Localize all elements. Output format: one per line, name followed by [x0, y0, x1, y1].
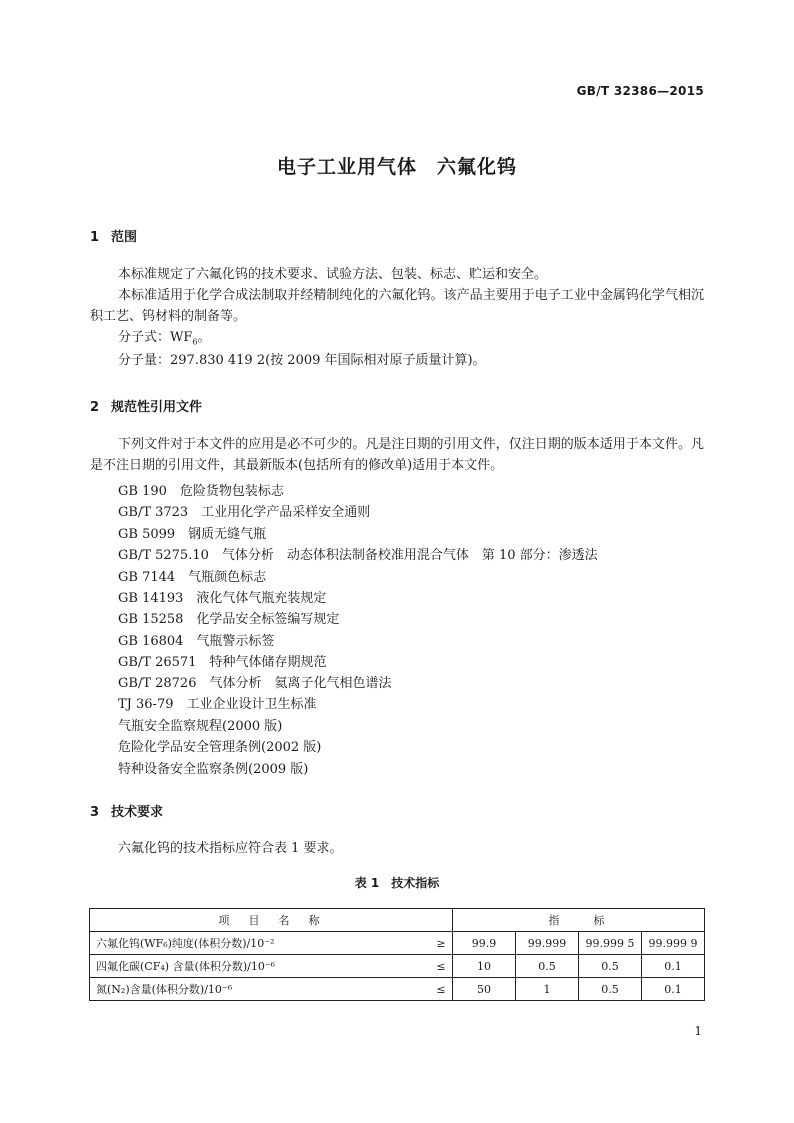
- section-number: 3: [90, 805, 100, 820]
- row-value: 0.5: [579, 978, 642, 1001]
- formula-subscript: 6: [192, 337, 198, 347]
- reference-item: 气瓶安全监察规程(2000 版): [118, 719, 283, 734]
- section-title: 规范性引用文件: [111, 400, 203, 415]
- section-number: 2: [90, 400, 100, 415]
- reference-item: TJ 36-79 工业企业设计卫生标准: [118, 697, 317, 712]
- formula-prefix: 分子式：WF: [118, 330, 193, 345]
- technical-specs-table: [89, 908, 705, 1001]
- table-row: [90, 932, 705, 955]
- scope-molecular-formula: [118, 327, 211, 353]
- row-value: 1: [516, 978, 579, 1001]
- scope-molecular-weight: 分子量：297.830 419 2(按 2009 年国际相对原子质量计算)。: [118, 353, 486, 368]
- section-heading-references: [90, 396, 202, 415]
- reference-item: GB 14193 液化气体气瓶充装规定: [118, 591, 327, 606]
- document-title: 电子工业用气体 六氟化钨: [276, 156, 517, 178]
- table-row: [90, 978, 705, 1001]
- page-number: 1: [694, 1024, 702, 1038]
- reference-item: GB 7144 气瓶颜色标志: [118, 570, 267, 585]
- scope-paragraph-1: 本标准规定了六氟化钨的技术要求、试验方法、包装、标志、贮运和安全。: [118, 267, 548, 282]
- row-comparison-symbol: ≥: [430, 932, 453, 955]
- table-header-row: [90, 909, 705, 932]
- row-value: 99.9: [453, 932, 516, 955]
- row-value: 99.999: [516, 932, 579, 955]
- reference-item: GB/T 3723 工业用化学产品采样安全通则: [118, 505, 371, 520]
- formula-suffix: 。: [197, 330, 211, 345]
- row-value: 0.1: [642, 955, 705, 978]
- section-heading-scope: [90, 226, 137, 245]
- row-comparison-symbol: ≤: [430, 955, 453, 978]
- row-value: 10: [453, 955, 516, 978]
- reference-item: 危险化学品安全管理条例(2002 版): [118, 740, 322, 755]
- row-value: 0.5: [579, 955, 642, 978]
- reference-item: GB/T 5275.10 气体分析 动态体积法制备校准用混合气体 第 10 部分：渗透法: [118, 548, 598, 563]
- row-value: 99.999 5: [579, 932, 642, 955]
- references-intro: 下列文件对于本文件的应用是必不可少的。凡是注日期的引用文件，仅注日期的版本适用于本文件。凡是不注日期的引用文件，其最新版本(包括所有的修改单)适用于本文件。: [90, 437, 704, 473]
- table-header-item: 项 目 名 称: [90, 909, 453, 932]
- reference-item: GB/T 26571 特种气体储存期规范: [118, 655, 327, 670]
- row-item-label: 氮(N₂)含量(体积分数)/10⁻⁶: [90, 978, 431, 1001]
- table-caption: 表 1 技术指标: [354, 876, 440, 890]
- row-value: 0.5: [516, 955, 579, 978]
- reference-item: GB 5099 钢质无缝气瓶: [118, 527, 267, 542]
- section-number: 1: [90, 230, 100, 245]
- section-title: 技术要求: [111, 805, 164, 820]
- reference-item: 特种设备安全监察条例(2009 版): [118, 762, 309, 777]
- row-value: 99.999 9: [642, 932, 705, 955]
- section-title: 范围: [111, 230, 138, 245]
- scope-paragraph-2: 本标准适用于化学合成法制取并经精制纯化的六氟化钨。该产品主要用于电子工业中金属钨化学气相沉积工艺、钨材料的制备等。: [90, 288, 704, 324]
- standard-number: GB/T 32386—2015: [576, 84, 704, 98]
- row-value: 0.1: [642, 978, 705, 1001]
- reference-item: GB/T 28726 气体分析 氦离子化气相色谱法: [118, 676, 392, 691]
- row-value: 50: [453, 978, 516, 1001]
- reference-item: GB 16804 气瓶警示标签: [118, 634, 275, 649]
- section-heading-requirements: [90, 801, 163, 820]
- row-item-label: 六氟化钨(WF₆)纯度(体积分数)/10⁻²: [90, 932, 431, 955]
- table-row: [90, 955, 705, 978]
- table-header-values: 指 标: [453, 909, 705, 932]
- reference-item: GB 190 危险货物包装标志: [118, 484, 284, 499]
- row-item-label: 四氟化碳(CF₄) 含量(体积分数)/10⁻⁶: [90, 955, 431, 978]
- reference-item: GB 15258 化学品安全标签编写规定: [118, 612, 340, 627]
- requirements-paragraph: 六氟化钨的技术指标应符合表 1 要求。: [118, 841, 343, 856]
- row-comparison-symbol: ≤: [430, 978, 453, 1001]
